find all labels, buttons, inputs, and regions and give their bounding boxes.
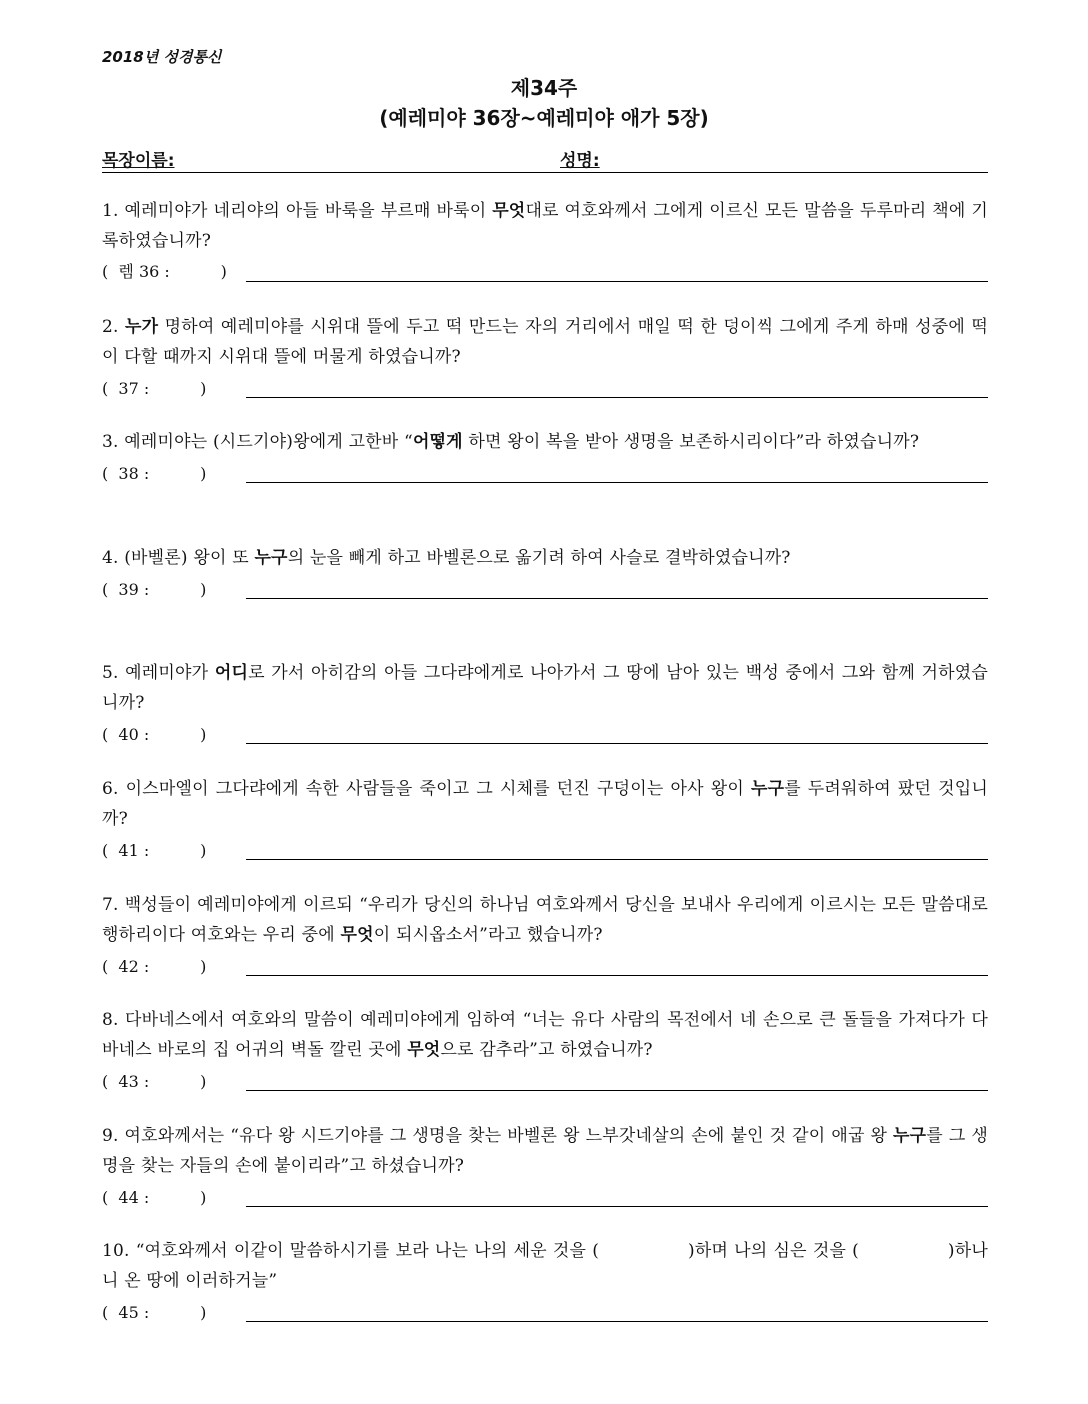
answer-line[interactable]: [246, 1303, 988, 1322]
answer-line[interactable]: [246, 957, 988, 976]
question-text-part: 를 그 생명을 찾는 자들의 손에 붙이리라”고 하셨습니까?: [102, 1125, 988, 1176]
question-text-part: 로 가서 아히감의 아들 그다랴에게로 나아가서 그 땅에 남아 있는 백성 중에서 그와 함께 거하였습니까?: [102, 663, 988, 714]
question-text: [102, 890, 988, 950]
question-item: [102, 774, 988, 890]
answer-line[interactable]: [246, 841, 988, 860]
question-text-part: 예레미야는 (시드기야)왕에게 고한바 “: [118, 432, 413, 453]
chapter-number: 42: [118, 956, 139, 976]
answer-line[interactable]: [246, 580, 988, 599]
page-subtitle: (예레미야 36장~예레미야 애가 5장): [379, 106, 709, 130]
answer-row: [102, 1296, 988, 1322]
question-keyword: 누구: [750, 778, 785, 799]
question-text: [102, 658, 988, 718]
answer-line[interactable]: [246, 1072, 988, 1091]
question-text-part: 대로 여호와께서 그에게 이르신 모든 말씀을 두루마리 책에 기록하였습니까?: [102, 201, 988, 251]
question-item: [102, 1121, 988, 1237]
chapter-number: 38: [118, 464, 139, 484]
question-text: [102, 1005, 988, 1065]
chapter-reference: ( 38 : ): [102, 464, 207, 484]
question-item: [102, 312, 988, 428]
chapter-reference: ( 렘 36 : ): [102, 259, 246, 282]
question-list: [102, 196, 988, 1352]
answer-row: [102, 372, 988, 398]
question-text-part: 이스마엘이 그다랴에게 속한 사람들을 죽이고 그 시체를 던진 구덩이는 아사 왕이: [118, 778, 751, 799]
question-keyword: 무엇: [407, 1040, 441, 1061]
header-fields: [102, 146, 988, 173]
question-number: 2.: [102, 316, 119, 337]
answer-row: [102, 834, 988, 860]
answer-line[interactable]: [246, 725, 988, 744]
question-item: [102, 427, 988, 543]
answer-row: [102, 718, 988, 744]
question-text-part: “여호와께서 이같이 말씀하시기를 보라 나는 나의 세운 것을 ( )하며 나의 심은 것을 ( )하나니 온 땅에 이러하거늘”: [102, 1241, 988, 1292]
question-item: [102, 196, 988, 312]
answer-row: [102, 457, 988, 483]
question-text-part: 를 두려워하여 팠던 것입니까?: [102, 778, 988, 829]
chapter-number: 37: [118, 378, 139, 398]
question-text-part: 으로 감추라”고 하였습니까?: [440, 1040, 653, 1061]
question-number: 3.: [102, 432, 119, 453]
header-note: 2018년 성경통신: [102, 48, 222, 66]
chapter-reference: ( 37 : ): [102, 378, 207, 398]
question-keyword: 무엇: [340, 924, 374, 945]
chapter-number: 40: [118, 725, 139, 745]
question-text: [102, 196, 988, 256]
answer-row: [102, 573, 988, 599]
chapter-reference: ( 40 : ): [102, 725, 207, 745]
question-number: 7.: [102, 894, 119, 915]
question-item: [102, 1005, 988, 1121]
question-item: [102, 890, 988, 1006]
answer-row: [102, 256, 988, 282]
question-text-part: 백성들이 예레미야에게 이르되 “우리가 당신의 하나님 여호와께서 당신을 보내사 우리에게 이르시는 모든 말씀대로 행하리이다 여호와는 우리 중에: [102, 894, 988, 945]
question-text-part: 여호와께서는 “유다 왕 시드기야를 그 생명을 찾는 바벨론 왕 느부갓네살의 손에 붙인 것 같이 애굽 왕: [118, 1125, 894, 1146]
question-text-part: 예레미야가: [118, 663, 215, 684]
question-text-part: 이 되시옵소서”라고 했습니까?: [373, 924, 603, 945]
chapter-reference: ( 44 : ): [102, 1187, 207, 1207]
chapter-reference: ( 43 : ): [102, 1072, 207, 1092]
answer-row: [102, 1065, 988, 1091]
chapter-number: 45: [118, 1303, 139, 1323]
question-text: [102, 774, 988, 834]
question-number: 4.: [102, 547, 119, 568]
question-keyword: 누구: [254, 547, 288, 568]
question-text-part: (바벨론) 왕이 또: [118, 547, 255, 568]
question-text-part: 명하여 예레미야를 시위대 뜰에 두고 떡 만드는 자의 거리에서 매일 떡 한 덩이씩 그에게 주게 하매 성중에 떡이 다할 때까지 시위대 뜰에 머물게 하였습니까?: [102, 316, 988, 367]
question-text: [102, 427, 988, 457]
question-item: [102, 658, 988, 774]
chapter-number: 39: [118, 579, 139, 599]
answer-row: [102, 950, 988, 976]
answer-line[interactable]: [246, 1188, 988, 1207]
question-item: [102, 1236, 988, 1352]
question-text-part: 예레미야가 네리야의 아들 바룩을 부르매 바룩이: [118, 201, 493, 221]
chapter-reference: ( 41 : ): [102, 840, 207, 860]
question-text: [102, 1121, 988, 1181]
chapter-number: 41: [118, 840, 139, 860]
question-keyword: 무엇: [492, 201, 526, 221]
chapter-number: 렘 36: [118, 262, 160, 281]
question-text: [102, 312, 988, 372]
question-number: 5.: [102, 663, 119, 684]
question-keyword: 어디: [214, 663, 249, 684]
question-number: 10.: [102, 1241, 130, 1262]
question-text: [102, 543, 988, 573]
name-label: 성명:: [560, 151, 600, 171]
question-item: [102, 543, 988, 659]
pastor-label: 목장이름:: [102, 151, 175, 171]
question-text-part: 하면 왕이 복을 받아 생명을 보존하시리이다”라 하였습니까?: [462, 432, 920, 453]
question-text: [102, 1236, 988, 1296]
question-keyword: 누구: [893, 1125, 927, 1146]
question-text-part: 의 눈을 빼게 하고 바벨론으로 옮기려 하여 사슬로 결박하였습니까?: [287, 547, 791, 568]
question-number: 8.: [102, 1010, 119, 1031]
chapter-reference: ( 39 : ): [102, 579, 207, 599]
chapter-reference: ( 42 : ): [102, 956, 207, 976]
page-title: 제34주: [510, 76, 578, 100]
chapter-number: 43: [118, 1072, 139, 1092]
chapter-reference: ( 45 : ): [102, 1303, 207, 1323]
answer-row: [102, 1181, 988, 1207]
chapter-number: 44: [118, 1187, 139, 1207]
answer-line[interactable]: [246, 263, 988, 282]
answer-line[interactable]: [246, 379, 988, 398]
question-keyword: 누가: [125, 316, 159, 337]
question-number: 6.: [102, 778, 119, 799]
question-number: 1.: [102, 201, 119, 221]
question-number: 9.: [102, 1125, 119, 1146]
question-keyword: 어떻게: [412, 432, 463, 453]
answer-line[interactable]: [246, 464, 988, 483]
question-text-part: 다바네스에서 여호와의 말씀이 예레미야에게 임하여 “너는 유다 사람의 목전에서 네 손으로 큰 돌들을 가져다가 다바네스 바로의 집 어귀의 벽돌 깔린 곳에: [102, 1010, 988, 1061]
